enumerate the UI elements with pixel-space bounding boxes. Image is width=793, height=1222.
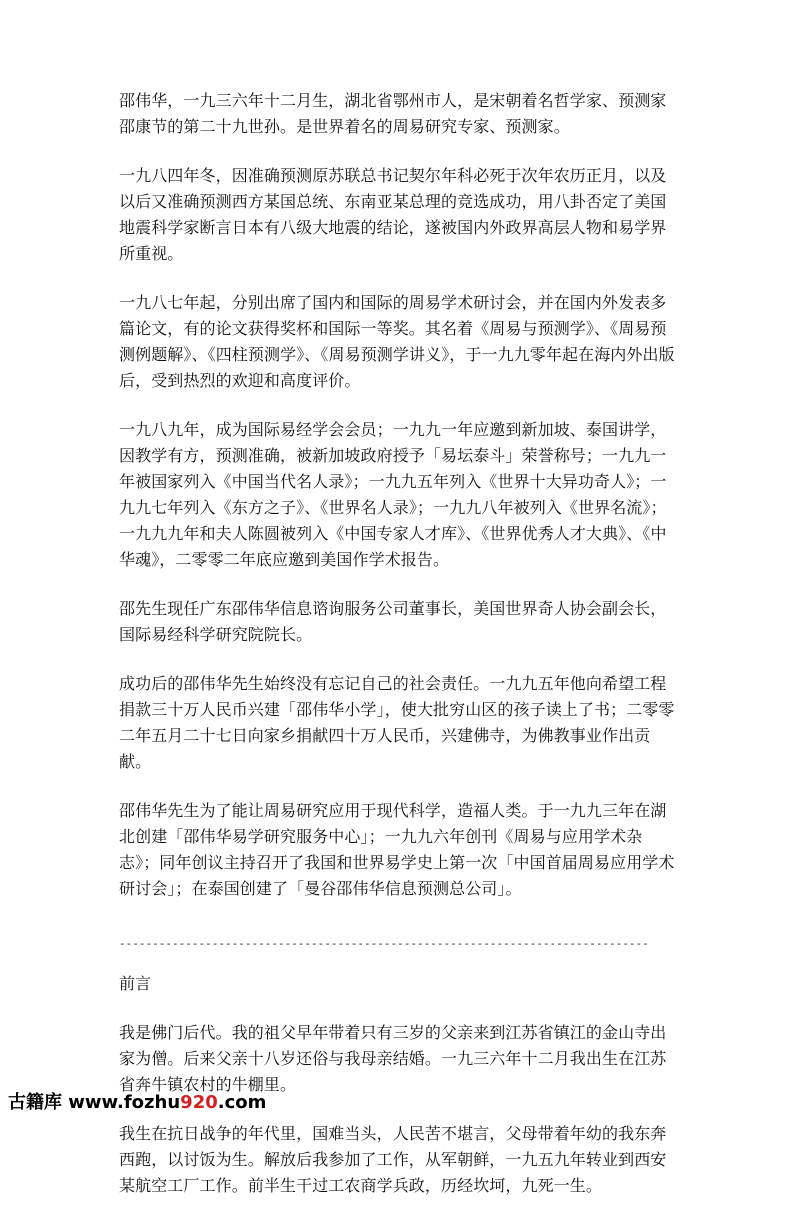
- paragraph-2: 一九八四年冬，因准确预测原苏联总书记契尔年科必死于次年农历正月，以及以后又准确预测西方某国总统、东南亚某总理的竞选成功，用八卦否定了美国地震科学家断言日本有八级大地震的结论，遂被国内外政界高层人物和易学界所重视。: [119, 166, 667, 263]
- document-body: [119, 88, 679, 1222]
- section-divider: --------------------------------------------------------------------------------: [119, 937, 649, 950]
- watermark-url-number: 920: [180, 1092, 218, 1113]
- preface-heading: 前言: [119, 974, 152, 993]
- paragraph-5: 邵先生现任广东邵伟华信息谘询服务公司董事长，美国世界奇人协会副会长，国际易经科学研究院院长。: [119, 599, 667, 644]
- site-watermark: [8, 1088, 266, 1114]
- preface-paragraph-2: 我生在抗日战争的年代里，国难当头，人民苦不堪言，父母带着年幼的我东奔西跑，以讨饭为生。解放后我参加了工作，从军朝鲜，一九五九年转业到西安某航空工厂工作。前半生干过工农商学兵政，历经坎坷，九死一生。: [119, 1124, 667, 1195]
- paragraph-4: 一九八九年，成为国际易经学会会员；一九九一年应邀到新加坡、泰国讲学，因教学有方，预测准确，被新加坡政府授予「易坛泰斗」荣誉称号；一九九一年被国家列入《中国当代名人录》；一九九五年列入《世界十大异功奇人》；一九九七年列入《东方之子》、《世界名人录》；一九九八年被列入《世界名流》；一九九九年和夫人陈圆被列入《中国专家人才库》、《世界优秀人才大典》、《中华魂》，二零零二年底应邀到美国作学术报告。: [119, 420, 667, 569]
- paragraph-6: 成功后的邵伟华先生始终没有忘记自己的社会责任。一九九五年他向希望工程捐款三十万人民币兴建「邵伟华小学」，使大批穷山区的孩子读上了书；二零零二年五月二十七日向家乡捐献四十万人民币，兴建佛寺，为佛教事业作出贡献。: [119, 674, 675, 771]
- preface-paragraph-1: 我是佛门后代。我的祖父早年带着只有三岁的父亲来到江苏省镇江的金山寺出家为僧。后来父亲十八岁还俗与我母亲结婚。一九三六年十二月我出生在江苏省奔牛镇农村的牛棚里。: [119, 1023, 667, 1094]
- paragraph-1: 邵伟华，一九三六年十二月生，湖北省鄂州市人，是宋朝着名哲学家、预测家邵康节的第二十九世孙。是世界着名的周易研究专家、预测家。: [119, 91, 667, 136]
- watermark-url-prefix: www.fozhu: [68, 1092, 181, 1113]
- watermark-site-name: 古籍库: [8, 1092, 62, 1113]
- paragraph-3: 一九八七年起，分别出席了国内和国际的周易学术研讨会，并在国内外发表多篇论文，有的论文获得奖杯和国际一等奖。其名着《周易与预测学》、《周易预测例题解》、《四柱预测学》、《周易预测学讲义》，于一九九零年起在海内外出版后，受到热烈的欢迎和高度评价。: [119, 293, 675, 390]
- watermark-url-suffix: .com: [217, 1092, 267, 1113]
- paragraph-7: 邵伟华先生为了能让周易研究应用于现代科学，造福人类。于一九九三年在湖北创建「邵伟华易学研究服务中心」；一九九六年创刊《周易与应用学术杂志》；同年创议主持召开了我国和世界易学史上第一次「中国首届周易应用学术研讨会」；在泰国创建了「曼谷邵伟华信息预测总公司」。: [119, 801, 675, 898]
